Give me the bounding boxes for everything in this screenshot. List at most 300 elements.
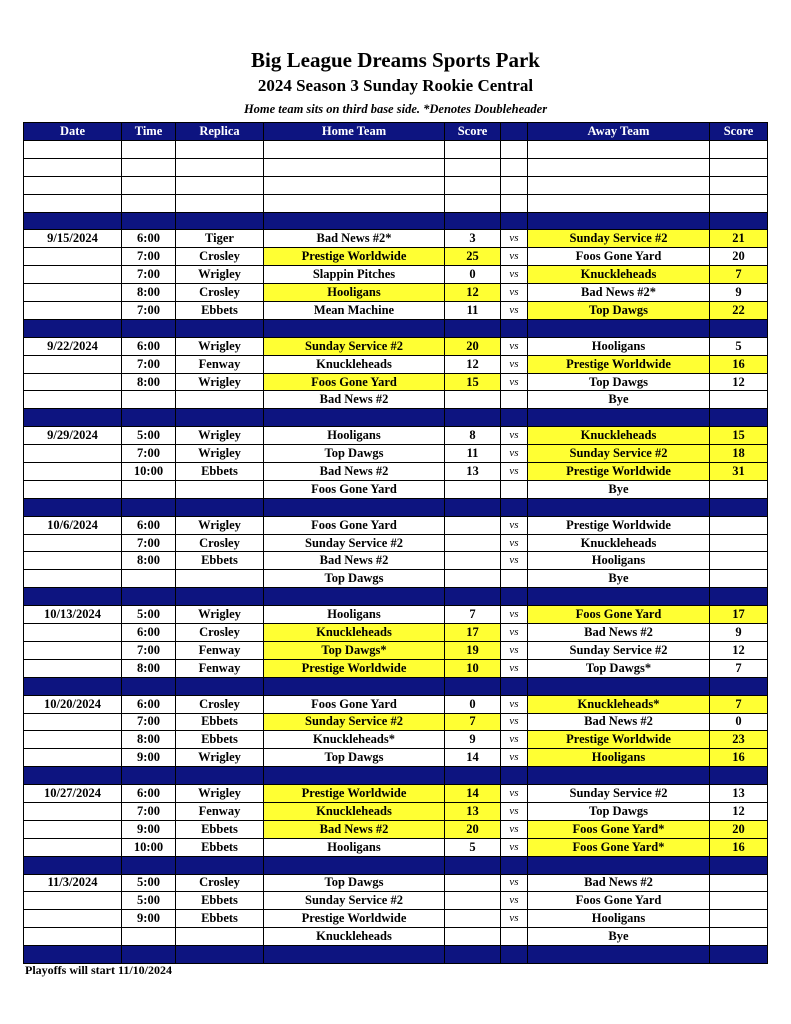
cell-home-score: 12	[445, 284, 501, 302]
cell-away-score: 15	[710, 427, 768, 445]
cell-date	[24, 355, 122, 373]
cell-replica: Fenway	[176, 641, 264, 659]
cell-vs: vs	[501, 552, 528, 570]
cell-replica	[176, 928, 264, 946]
cell-vs: vs	[501, 606, 528, 624]
blank-cell	[501, 194, 528, 212]
separator-cell	[176, 677, 264, 695]
cell-date: 9/29/2024	[24, 427, 122, 445]
cell-away-score: 12	[710, 373, 768, 391]
cell-vs: vs	[501, 445, 528, 463]
cell-time: 6:00	[122, 785, 176, 803]
separator-cell	[122, 498, 176, 516]
separator-cell	[528, 498, 710, 516]
cell-replica: Ebbets	[176, 892, 264, 910]
page-title: Big League Dreams Sports Park	[251, 48, 540, 72]
cell-home-team: Bad News #2	[264, 391, 445, 409]
game-row	[24, 606, 768, 624]
separator-cell	[710, 767, 768, 785]
cell-away-score	[710, 892, 768, 910]
cell-home-team: Sunday Service #2	[264, 892, 445, 910]
cell-away-team: Bad News #2*	[528, 284, 710, 302]
separator-cell	[24, 767, 122, 785]
cell-away-team: Knuckleheads*	[528, 695, 710, 713]
cell-away-score: 9	[710, 284, 768, 302]
cell-date: 9/22/2024	[24, 337, 122, 355]
cell-replica: Ebbets	[176, 838, 264, 856]
separator-cell	[528, 588, 710, 606]
cell-away-team: Hooligans	[528, 337, 710, 355]
game-row	[24, 480, 768, 498]
cell-home-score	[445, 892, 501, 910]
game-row	[24, 892, 768, 910]
blank-cell	[122, 176, 176, 194]
separator-cell	[445, 767, 501, 785]
cell-time: 5:00	[122, 874, 176, 892]
game-row	[24, 266, 768, 284]
cell-home-team: Hooligans	[264, 284, 445, 302]
cell-time: 6:00	[122, 695, 176, 713]
game-row	[24, 445, 768, 463]
week-separator-row	[24, 767, 768, 785]
separator-cell	[176, 588, 264, 606]
game-row	[24, 731, 768, 749]
week-separator-row	[24, 856, 768, 874]
cell-home-team: Bad News #2	[264, 552, 445, 570]
blank-row	[24, 141, 768, 159]
cell-replica: Crosley	[176, 695, 264, 713]
blank-cell	[501, 141, 528, 159]
cell-time	[122, 928, 176, 946]
cell-time: 8:00	[122, 659, 176, 677]
blank-row	[24, 194, 768, 212]
separator-cell	[710, 212, 768, 230]
cell-date	[24, 552, 122, 570]
separator-cell	[24, 409, 122, 427]
cell-time: 8:00	[122, 552, 176, 570]
cell-vs: vs	[501, 534, 528, 552]
cell-away-score	[710, 928, 768, 946]
cell-replica: Crosley	[176, 874, 264, 892]
cell-home-score: 7	[445, 713, 501, 731]
separator-cell	[264, 767, 445, 785]
separator-cell	[445, 319, 501, 337]
cell-home-team: Prestige Worldwide	[264, 248, 445, 266]
blank-cell	[528, 194, 710, 212]
separator-cell	[122, 856, 176, 874]
cell-time: 6:00	[122, 230, 176, 248]
cell-date	[24, 838, 122, 856]
blank-cell	[264, 141, 445, 159]
separator-cell	[24, 212, 122, 230]
separator-cell	[501, 498, 528, 516]
cell-away-team: Sunday Service #2	[528, 641, 710, 659]
cell-home-team: Foos Gone Yard	[264, 516, 445, 534]
cell-home-score: 9	[445, 731, 501, 749]
cell-away-team: Hooligans	[528, 749, 710, 767]
separator-cell	[445, 588, 501, 606]
blank-cell	[445, 176, 501, 194]
cell-home-score: 20	[445, 820, 501, 838]
col-header-date: Date	[24, 123, 122, 141]
cell-date	[24, 820, 122, 838]
game-row	[24, 427, 768, 445]
cell-away-score	[710, 391, 768, 409]
cell-home-team: Knuckleheads	[264, 355, 445, 373]
cell-replica: Fenway	[176, 355, 264, 373]
cell-home-team: Bad News #2	[264, 463, 445, 481]
blank-row	[24, 176, 768, 194]
separator-cell	[176, 212, 264, 230]
separator-cell	[176, 319, 264, 337]
separator-cell	[122, 319, 176, 337]
cell-away-score: 12	[710, 802, 768, 820]
separator-cell	[501, 588, 528, 606]
separator-cell	[528, 856, 710, 874]
cell-date	[24, 266, 122, 284]
cell-vs: vs	[501, 624, 528, 642]
cell-time: 6:00	[122, 337, 176, 355]
footer-note: Playoffs will start 11/10/2024	[25, 963, 172, 977]
separator-cell	[24, 588, 122, 606]
cell-home-team: Prestige Worldwide	[264, 785, 445, 803]
cell-away-team: Prestige Worldwide	[528, 516, 710, 534]
cell-home-score: 3	[445, 230, 501, 248]
week-separator-row	[24, 212, 768, 230]
blank-cell	[176, 194, 264, 212]
cell-home-team: Bad News #2*	[264, 230, 445, 248]
blank-cell	[24, 141, 122, 159]
separator-cell	[445, 409, 501, 427]
schedule-table	[23, 122, 768, 964]
cell-away-team: Knuckleheads	[528, 266, 710, 284]
cell-home-team: Knuckleheads*	[264, 731, 445, 749]
separator-cell	[264, 677, 445, 695]
separator-cell	[710, 588, 768, 606]
blank-cell	[710, 176, 768, 194]
cell-vs: vs	[501, 302, 528, 320]
cell-away-score: 18	[710, 445, 768, 463]
cell-date: 10/27/2024	[24, 785, 122, 803]
cell-replica: Wrigley	[176, 445, 264, 463]
cell-date	[24, 284, 122, 302]
game-row	[24, 785, 768, 803]
cell-vs	[501, 391, 528, 409]
cell-vs: vs	[501, 266, 528, 284]
cell-vs: vs	[501, 874, 528, 892]
blank-cell	[528, 141, 710, 159]
separator-cell	[710, 856, 768, 874]
cell-time: 9:00	[122, 820, 176, 838]
cell-away-score	[710, 910, 768, 928]
cell-home-score	[445, 480, 501, 498]
col-header-vs	[501, 123, 528, 141]
separator-cell	[122, 946, 176, 964]
cell-away-team: Sunday Service #2	[528, 785, 710, 803]
cell-away-score: 7	[710, 695, 768, 713]
blank-cell	[445, 158, 501, 176]
separator-cell	[24, 498, 122, 516]
cell-replica: Ebbets	[176, 552, 264, 570]
cell-date	[24, 624, 122, 642]
separator-cell	[264, 498, 445, 516]
game-row	[24, 838, 768, 856]
cell-replica: Crosley	[176, 248, 264, 266]
game-row	[24, 713, 768, 731]
blank-cell	[445, 194, 501, 212]
separator-cell	[501, 677, 528, 695]
cell-home-team: Sunday Service #2	[264, 534, 445, 552]
cell-vs: vs	[501, 463, 528, 481]
game-row	[24, 874, 768, 892]
game-row	[24, 373, 768, 391]
game-row	[24, 248, 768, 266]
game-row	[24, 820, 768, 838]
week-separator-row	[24, 498, 768, 516]
cell-vs: vs	[501, 892, 528, 910]
cell-away-score	[710, 874, 768, 892]
cell-replica: Wrigley	[176, 427, 264, 445]
cell-replica: Ebbets	[176, 463, 264, 481]
separator-cell	[710, 319, 768, 337]
cell-date	[24, 713, 122, 731]
cell-home-score	[445, 570, 501, 588]
cell-time	[122, 391, 176, 409]
cell-away-team: Bad News #2	[528, 624, 710, 642]
cell-home-team: Hooligans	[264, 606, 445, 624]
game-row	[24, 284, 768, 302]
separator-cell	[122, 588, 176, 606]
separator-cell	[264, 319, 445, 337]
game-row	[24, 534, 768, 552]
cell-away-team: Foos Gone Yard*	[528, 838, 710, 856]
cell-date	[24, 731, 122, 749]
cell-date	[24, 570, 122, 588]
page-subtitle: 2024 Season 3 Sunday Rookie Central	[257, 76, 534, 95]
cell-away-score	[710, 534, 768, 552]
separator-cell	[501, 212, 528, 230]
cell-vs	[501, 570, 528, 588]
cell-away-team: Prestige Worldwide	[528, 355, 710, 373]
cell-away-score: 16	[710, 355, 768, 373]
cell-vs: vs	[501, 427, 528, 445]
cell-home-score: 0	[445, 695, 501, 713]
separator-cell	[528, 319, 710, 337]
cell-away-score: 16	[710, 838, 768, 856]
cell-home-score: 13	[445, 463, 501, 481]
cell-home-score	[445, 534, 501, 552]
cell-date	[24, 480, 122, 498]
separator-cell	[501, 767, 528, 785]
col-header-away-score: Score	[710, 123, 768, 141]
game-row	[24, 641, 768, 659]
cell-home-team: Hooligans	[264, 838, 445, 856]
cell-time: 5:00	[122, 606, 176, 624]
cell-away-score: 7	[710, 659, 768, 677]
separator-cell	[501, 946, 528, 964]
cell-home-score	[445, 552, 501, 570]
cell-time: 7:00	[122, 355, 176, 373]
cell-replica: Wrigley	[176, 606, 264, 624]
cell-away-team: Foos Gone Yard*	[528, 820, 710, 838]
separator-cell	[176, 946, 264, 964]
week-separator-row	[24, 409, 768, 427]
cell-away-score: 20	[710, 248, 768, 266]
separator-cell	[264, 212, 445, 230]
col-header-away-team: Away Team	[528, 123, 710, 141]
separator-cell	[528, 677, 710, 695]
cell-date	[24, 892, 122, 910]
blank-cell	[122, 141, 176, 159]
separator-cell	[528, 946, 710, 964]
cell-date	[24, 910, 122, 928]
cell-home-score: 14	[445, 785, 501, 803]
cell-replica: Ebbets	[176, 302, 264, 320]
cell-home-team: Sunday Service #2	[264, 713, 445, 731]
cell-date: 9/15/2024	[24, 230, 122, 248]
cell-away-score: 13	[710, 785, 768, 803]
game-row	[24, 624, 768, 642]
cell-time: 5:00	[122, 892, 176, 910]
blank-cell	[445, 141, 501, 159]
separator-cell	[176, 498, 264, 516]
cell-away-score	[710, 480, 768, 498]
cell-replica: Wrigley	[176, 373, 264, 391]
separator-cell	[501, 409, 528, 427]
week-separator-row	[24, 946, 768, 964]
cell-vs: vs	[501, 337, 528, 355]
cell-home-score: 7	[445, 606, 501, 624]
separator-cell	[710, 409, 768, 427]
cell-home-score: 0	[445, 266, 501, 284]
cell-time: 10:00	[122, 463, 176, 481]
cell-date	[24, 928, 122, 946]
cell-vs: vs	[501, 838, 528, 856]
cell-time: 5:00	[122, 427, 176, 445]
col-header-time: Time	[122, 123, 176, 141]
blank-cell	[264, 158, 445, 176]
cell-replica	[176, 570, 264, 588]
cell-vs: vs	[501, 910, 528, 928]
separator-cell	[176, 856, 264, 874]
cell-home-score: 10	[445, 659, 501, 677]
cell-away-team: Foos Gone Yard	[528, 606, 710, 624]
cell-home-score: 8	[445, 427, 501, 445]
separator-cell	[264, 409, 445, 427]
cell-vs: vs	[501, 731, 528, 749]
game-row	[24, 337, 768, 355]
blank-cell	[710, 194, 768, 212]
separator-cell	[264, 588, 445, 606]
cell-away-score: 5	[710, 337, 768, 355]
cell-home-score	[445, 928, 501, 946]
cell-away-team: Top Dawgs	[528, 802, 710, 820]
cell-home-team: Top Dawgs*	[264, 641, 445, 659]
cell-home-team: Knuckleheads	[264, 624, 445, 642]
separator-cell	[528, 409, 710, 427]
separator-cell	[24, 319, 122, 337]
page-note: Home team sits on third base side. *Denotes Doubleheader	[243, 102, 548, 116]
cell-time: 7:00	[122, 534, 176, 552]
cell-away-team: Bye	[528, 480, 710, 498]
game-row	[24, 910, 768, 928]
cell-away-score: 17	[710, 606, 768, 624]
cell-home-team: Knuckleheads	[264, 802, 445, 820]
separator-cell	[710, 946, 768, 964]
cell-away-team: Foos Gone Yard	[528, 248, 710, 266]
blank-cell	[24, 176, 122, 194]
cell-time: 9:00	[122, 910, 176, 928]
cell-home-team: Top Dawgs	[264, 749, 445, 767]
separator-cell	[24, 946, 122, 964]
table-header-row	[24, 123, 768, 141]
blank-cell	[264, 194, 445, 212]
cell-away-score: 31	[710, 463, 768, 481]
cell-date: 10/20/2024	[24, 695, 122, 713]
cell-home-score: 12	[445, 355, 501, 373]
cell-date	[24, 463, 122, 481]
cell-home-score	[445, 910, 501, 928]
cell-replica: Tiger	[176, 230, 264, 248]
blank-cell	[122, 158, 176, 176]
cell-vs: vs	[501, 373, 528, 391]
cell-time: 7:00	[122, 266, 176, 284]
separator-cell	[264, 856, 445, 874]
game-row	[24, 463, 768, 481]
cell-date: 11/3/2024	[24, 874, 122, 892]
cell-home-team: Hooligans	[264, 427, 445, 445]
cell-vs: vs	[501, 284, 528, 302]
cell-vs: vs	[501, 230, 528, 248]
game-row	[24, 659, 768, 677]
cell-home-score: 13	[445, 802, 501, 820]
separator-cell	[528, 767, 710, 785]
cell-date	[24, 749, 122, 767]
cell-replica: Ebbets	[176, 713, 264, 731]
cell-replica: Ebbets	[176, 731, 264, 749]
blank-cell	[264, 176, 445, 194]
cell-home-score	[445, 516, 501, 534]
cell-home-score: 15	[445, 373, 501, 391]
cell-home-team: Foos Gone Yard	[264, 480, 445, 498]
cell-time: 8:00	[122, 731, 176, 749]
week-separator-row	[24, 588, 768, 606]
cell-vs: vs	[501, 355, 528, 373]
cell-away-score: 7	[710, 266, 768, 284]
blank-cell	[176, 141, 264, 159]
blank-cell	[122, 194, 176, 212]
cell-time: 7:00	[122, 713, 176, 731]
cell-home-score: 17	[445, 624, 501, 642]
cell-away-team: Top Dawgs*	[528, 659, 710, 677]
cell-vs: vs	[501, 749, 528, 767]
cell-date	[24, 534, 122, 552]
game-row	[24, 749, 768, 767]
cell-away-score: 9	[710, 624, 768, 642]
game-row	[24, 391, 768, 409]
separator-cell	[122, 212, 176, 230]
blank-cell	[176, 176, 264, 194]
cell-away-team: Bye	[528, 391, 710, 409]
cell-replica: Wrigley	[176, 266, 264, 284]
cell-away-score: 23	[710, 731, 768, 749]
week-separator-row	[24, 319, 768, 337]
cell-away-team: Foos Gone Yard	[528, 892, 710, 910]
blank-cell	[710, 141, 768, 159]
cell-home-team: Prestige Worldwide	[264, 910, 445, 928]
blank-cell	[710, 158, 768, 176]
cell-vs: vs	[501, 659, 528, 677]
